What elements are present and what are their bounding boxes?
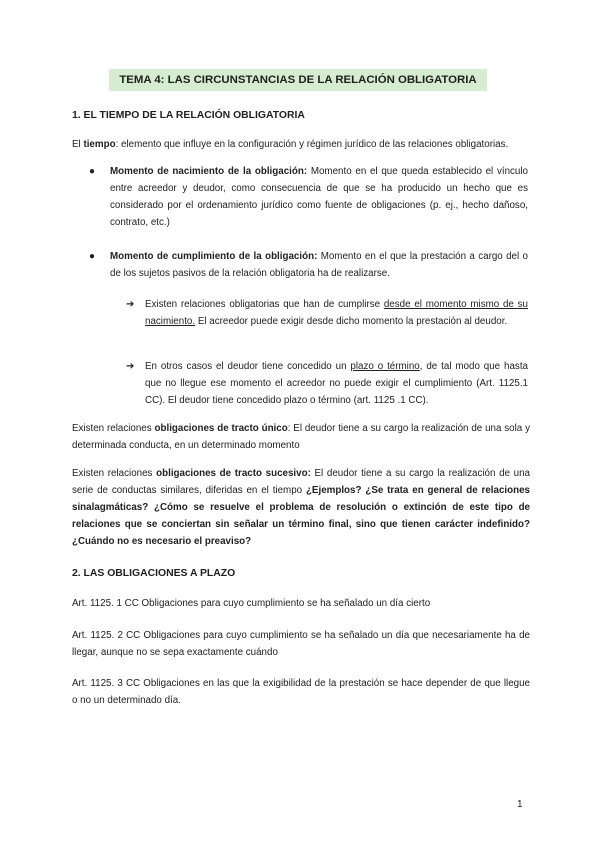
page-number: 1 xyxy=(517,799,523,810)
tracto-sucesivo-paragraph: Existen relaciones obligaciones de tracto sucesivo: El deudor tiene a su cargo la realización de una serie de conductas similares, diferidas en el tiempo ¿Ejemplos? ¿Se trata en general de relaciones sinalagmáticas? ¿Cómo se resuelve el problema de resolución o extinción de este tipo de relaciones que se conciertan sin señalar un término final, sino que tienen carácter indefinido? ¿Cuándo no es necesario el preaviso? xyxy=(72,468,530,547)
arrow-icon: ➔ xyxy=(126,361,135,372)
bullet-icon: ● xyxy=(89,251,96,262)
tiempo-term: tiempo xyxy=(83,139,116,150)
subitem-plazo-termino: En otros casos el deudor tiene concedido un plazo o término, de tal modo que hasta que no llegue ese momento el acreedor no puede exigir el cumplimiento (Art. 1125.1 CC). El deudor tiene concedido plazo o término (art. 1125 .1 CC). xyxy=(145,361,528,406)
article-1125-1: Art. 1125. 1 CC Obligaciones para cuyo cumplimiento se ha señalado un día cierto xyxy=(72,598,431,609)
bullet-item-cumplimiento: Momento de cumplimiento de la obligación: Momento en el que la prestación a cargo del o de los sujetos pasivos de la relación obligatoria ha de realizarse. xyxy=(110,251,528,279)
bullet-item-nacimiento: Momento de nacimiento de la obligación: Momento en el que queda establecido el vínculo entre acreedor y deudor, como consecuencia de que se ha producido un hecho que es considerado por el ordenamiento jurídico como fuente de obligaciones (p. ej., hecho dañoso, contrato, etc.) xyxy=(110,166,528,228)
section-1-heading: 1. EL TIEMPO DE LA RELACIÓN OBLIGATORIA xyxy=(72,110,305,121)
arrow-icon: ➔ xyxy=(126,299,135,310)
section-2-heading: 2. LAS OBLIGACIONES A PLAZO xyxy=(72,568,236,579)
article-1125-2: Art. 1125. 2 CC Obligaciones para cuyo cumplimiento se ha señalado un día que necesariamente ha de llegar, aunque no se sepa exactamente cuándo xyxy=(72,630,530,658)
tiempo-definition: El tiempo: elemento que influye en la configuración y régimen jurídico de las relaciones obligatorias. xyxy=(72,139,509,150)
bullet-icon: ● xyxy=(89,166,96,177)
tracto-unico-paragraph: Existen relaciones obligaciones de tracto único: El deudor tiene a su cargo la realización de una sola y determinada conducta, en un determinado momento xyxy=(72,423,531,451)
document-title: TEMA 4: LAS CIRCUNSTANCIAS DE LA RELACIÓN OBLIGATORIA xyxy=(109,69,487,91)
article-1125-3: Art. 1125. 3 CC Obligaciones en las que la exigibilidad de la prestación se hace depender de que llegue o no un determinado día. xyxy=(72,678,530,706)
subitem-desde-nacimiento: Existen relaciones obligatorias que han de cumplirse desde el momento mismo de su nacimiento. El acreedor puede exigir desde dicho momento la prestación al deudor. xyxy=(145,299,529,327)
